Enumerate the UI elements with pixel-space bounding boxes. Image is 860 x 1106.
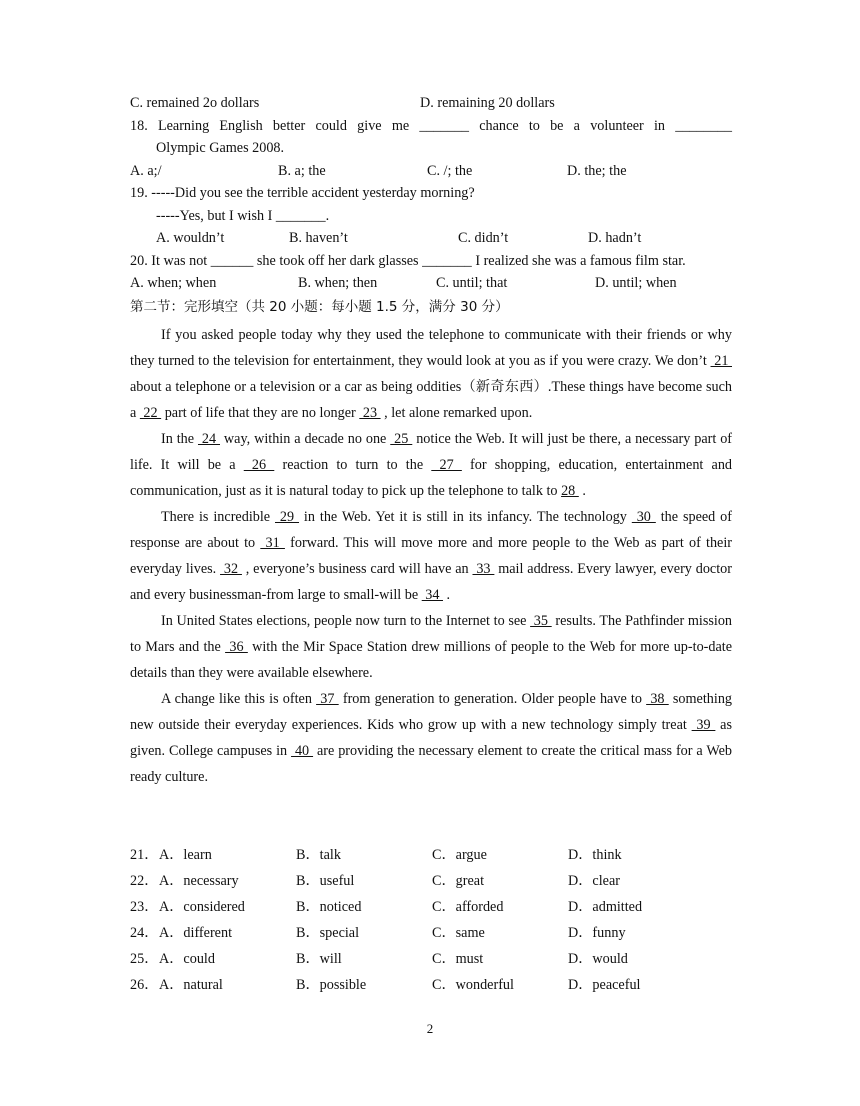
blank-35: 35 bbox=[530, 613, 552, 629]
choice-d: D．think bbox=[568, 847, 622, 863]
choice-c: C．wonderful bbox=[432, 977, 514, 993]
choice-b: B．noticed bbox=[296, 899, 362, 915]
q19-stem-line1: 19. -----Did you see the terrible accident yesterday morning? bbox=[130, 185, 475, 201]
q20-stem: 20. It was not ______ she took off her dark glasses _______ I realized she was a famous film star. bbox=[130, 253, 686, 269]
choice-a: A．natural bbox=[159, 977, 223, 993]
q18-option-a: A. a;/ bbox=[130, 163, 162, 179]
blank-30: 30 bbox=[631, 509, 656, 525]
q20-option-b: B. when; then bbox=[298, 275, 378, 291]
choice-d: D．would bbox=[568, 951, 628, 967]
q18-option-b: B. a; the bbox=[278, 163, 326, 179]
choice-a: A．different bbox=[159, 925, 233, 941]
cloze-passage bbox=[130, 322, 732, 790]
blank-31: 31 bbox=[260, 535, 285, 551]
blank-28: 28 bbox=[561, 483, 579, 499]
blank-27: 27 bbox=[431, 457, 462, 473]
choice-b: B．possible bbox=[296, 977, 367, 993]
q19-option-b: B. haven’t bbox=[289, 230, 348, 246]
q18-stem-line1: 18. Learning English better could give me _______ chance to be a volunteer in ________ bbox=[130, 118, 732, 134]
q20-option-a: A. when; when bbox=[130, 275, 217, 291]
blank-37: 37 bbox=[316, 691, 339, 707]
blank-33: 33 bbox=[472, 561, 495, 577]
blank-34: 34 bbox=[421, 587, 443, 603]
choice-c: C．argue bbox=[432, 847, 487, 863]
choice-c: C．afforded bbox=[432, 899, 504, 915]
passage-paragraph-2: In the 24 way, within a decade no one 25 notice the Web. It will just be there, a necessary part of life. It will be a 26 reaction to turn to the 27 for shopping, education, entertainment and communication, just as it is natural today to pick up the telephone to talk to 28 . bbox=[130, 431, 733, 499]
q20-option-c: C. until; that bbox=[436, 275, 508, 291]
blank-22: 22 bbox=[139, 405, 162, 421]
q17-option-c: C. remained 2o dollars bbox=[130, 95, 260, 111]
choice-b: B．useful bbox=[296, 873, 355, 889]
choice-b: B．talk bbox=[296, 847, 341, 863]
blank-21: 21 bbox=[710, 353, 732, 369]
document-page: C. remained 2o dollars D. remaining 20 dollars 18. Learning English better could give me _______ chance to be a volunteer in ________ Olympic Games 2008. A. a;/ B. a; the C. /; the D. the; the 19. -----Did you see the terrible accident yesterday morning? -----Yes, but I wish I _______. A. wouldn’t B. haven’t C. didn’t D. hadn’t 20. It was not ______ she took off her dark glasses _______ I realized she was a famous film star. A. when; when B. when; then C. until; that D. until; when 第二节：完形填空（共 20 小题：每小题 1.5 分，满分 30 分） If you asked people today why they used the telephone to communicate with their friends or why they turned to the television for entertainment, they would look at you as if you were crazy. We don’t 21 about a telephone or a television or a car as being oddities（新奇东西）.These things have become such a 22 part of life that they are no longer 23 , let alone remarked upon. In the 24 way, within a decade no one 25 notice the Web. It will just be there, a necessary part of life. It will be a 26 reaction to turn to the 27 for shopping, education, entertainment and communication, just as it is natural today to pick up the telephone to talk to 28 . There is incredible 29 in the Web. Yet it is still in its infancy. The technology 30 the speed of response are about to 31 forward. This will move more and more people to the Web as part of their everyday lives. 32 , everyone’s business card will have an 33 mail address. Every lawyer, every doctor and every businessman-from large to small-will be 34 . In United States elections, people now turn to the Internet to see 35 results. The Pathfinder mission to Mars and the 36 with the Mir Space Station drew millions of people to the Web for more up-to-date details than they were available elsewhere. A change like this is often 37 from generation to generation. Older people have to 38 something new outside their everyday experiences. Kids who grow up with a new technology simply treat 39 as given. College campuses in 40 are providing the necessary element to create the critical mass for a Web ready culture. 21． A．learn B．talk C．argue D．think 22． A．necessary B．useful C．great D．clear 23． A．considered B．noticed C．afforded D．admitted 24． A．different B．special C．same D．funny 25． A．could B．will C．must D．would 26． A．natural B．possible C．wonderful D．peaceful 2 bbox=[0, 0, 860, 1106]
q19-option-d: D. hadn’t bbox=[588, 230, 642, 246]
blank-36: 36 bbox=[225, 639, 248, 655]
choice-c: C．great bbox=[432, 873, 485, 889]
passage-paragraph-3: There is incredible 29 in the Web. Yet it is still in its infancy. The technology 30 the speed of response are about to 31 forward. This will move more and more people to the Web as part of their everyday lives. 32 , everyone’s business card will have an 33 mail address. Every lawyer, every doctor and every businessman-from large to small-will be 34 . bbox=[130, 509, 733, 603]
q17-option-d: D. remaining 20 dollars bbox=[420, 95, 555, 111]
q18-option-c: C. /; the bbox=[427, 163, 473, 179]
choice-d: D．admitted bbox=[568, 899, 643, 915]
blank-32: 32 bbox=[220, 561, 242, 577]
choice-b: B．special bbox=[296, 925, 360, 941]
blank-29: 29 bbox=[275, 509, 300, 525]
page-number: 2 bbox=[426, 1021, 434, 1036]
q20-option-d: D. until; when bbox=[595, 275, 677, 291]
blank-39: 39 bbox=[691, 717, 716, 733]
blank-24: 24 bbox=[197, 431, 220, 447]
choice-b: B．will bbox=[296, 951, 342, 967]
blank-40: 40 bbox=[291, 743, 314, 759]
choice-a: A．considered bbox=[159, 899, 245, 915]
choice-a: A．learn bbox=[159, 847, 212, 863]
choice-c: C．must bbox=[432, 951, 484, 967]
blank-38: 38 bbox=[646, 691, 669, 707]
blank-23: 23 bbox=[359, 405, 381, 421]
q18-option-d: D. the; the bbox=[567, 163, 627, 179]
blank-26: 26 bbox=[243, 457, 275, 473]
section-heading: 第二节：完形填空（共 20 小题：每小题 1.5 分，满分 30 分） bbox=[130, 299, 509, 315]
passage-paragraph-5: A change like this is often 37 from generation to generation. Older people have to 38 something new outside their everyday experiences. Kids who grow up with a new technology simply treat 39 as given. College campuses in 40 are providing the necessary element to create the critical mass for a Web ready culture. bbox=[130, 691, 733, 785]
choice-d: D．clear bbox=[568, 873, 620, 889]
q19-option-a: A. wouldn’t bbox=[156, 230, 225, 246]
q19-option-c: C. didn’t bbox=[458, 230, 509, 246]
blank-25: 25 bbox=[390, 431, 413, 447]
choice-c: C．same bbox=[432, 925, 485, 941]
passage-paragraph-1: If you asked people today why they used the telephone to communicate with their friends or why they turned to the television for entertainment, they would look at you as if you were crazy. We don’t 21 about a telephone or a television or a car as being oddities（新奇东西）.These things have become such a 22 part of life that they are no longer 23 , let alone remarked upon. bbox=[130, 327, 732, 421]
q18-stem-line2: Olympic Games 2008. bbox=[156, 140, 285, 156]
q19-stem-line2: -----Yes, but I wish I _______. bbox=[156, 208, 330, 224]
choice-a: A．could bbox=[159, 951, 215, 967]
choice-a: A．necessary bbox=[159, 873, 239, 889]
passage-paragraph-4: In United States elections, people now turn to the Internet to see 35 results. The Pathfinder mission to Mars and the 36 with the Mir Space Station drew millions of people to the Web for more up-to-date details than they were available elsewhere. bbox=[130, 613, 733, 681]
choice-d: D．peaceful bbox=[568, 977, 641, 993]
choice-d: D．funny bbox=[568, 925, 626, 941]
